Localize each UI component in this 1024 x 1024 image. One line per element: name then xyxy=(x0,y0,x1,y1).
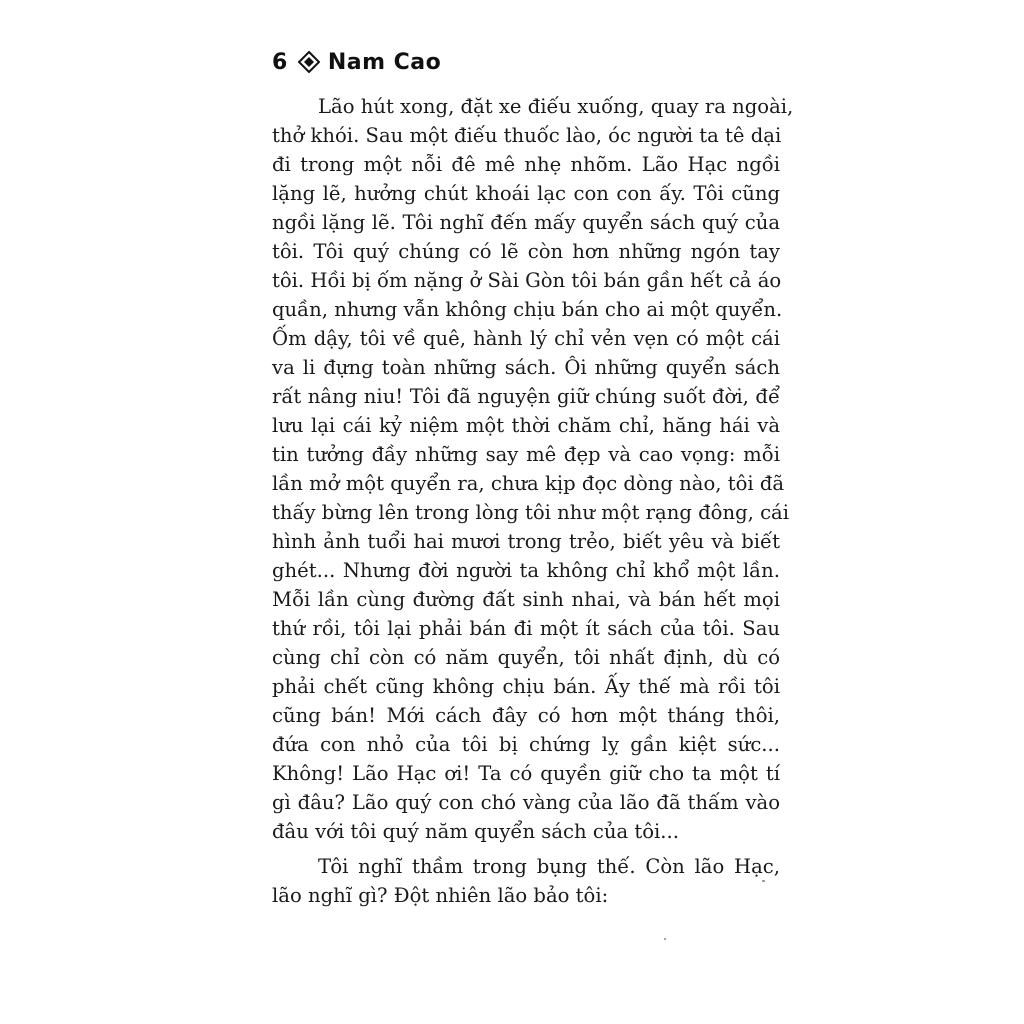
paragraph-1 xyxy=(272,92,794,846)
page-number: 6 xyxy=(272,49,288,75)
running-header xyxy=(272,44,441,80)
text-line: lần mở một quyển ra, chưa kịp đọc dòng nào, tôi đã xyxy=(272,472,785,495)
text-line: tin tưởng đầy những say mê đẹp và cao vọng: mỗi xyxy=(272,443,780,466)
scan-speck xyxy=(762,880,765,882)
text-line: Mỗi lần cùng đường đất sinh nhai, và bán hết mọi xyxy=(272,588,780,611)
text-line: lưu lại cái kỷ niệm một thời chăm chỉ, hăng hái và xyxy=(272,414,780,437)
text-line: đứa con nhỏ của tôi bị chứng lỵ gần kiệt sức... xyxy=(272,733,780,756)
text-line: hình ảnh tuổi hai mươi trong trẻo, biết yêu và biết xyxy=(272,530,780,553)
text-line: va li đựng toàn những sách. Ôi những quyển sách xyxy=(272,356,780,379)
text-line: lặng lẽ, hưởng chút khoái lạc con con ấy. Tôi cũng xyxy=(272,182,780,205)
text-line: tôi. Tôi quý chúng có lẽ còn hơn những ngón tay xyxy=(272,240,780,263)
text-line: rất nâng niu! Tôi đã nguyện giữ chúng suốt đời, để xyxy=(272,385,780,408)
text-line: gì đâu? Lão quý con chó vàng của lão đã thấm vào xyxy=(272,791,780,814)
paragraph-2 xyxy=(272,852,780,910)
text-line: tôi. Hồi bị ốm nặng ở Sài Gòn tôi bán gần hết cả áo xyxy=(272,269,782,292)
diamond-ornament-icon xyxy=(298,51,320,73)
text-line: phải chết cũng không chịu bán. Ấy thế mà rồi tôi xyxy=(272,675,780,698)
text-line: thứ rồi, tôi lại phải bán đi một ít sách của tôi. Sau xyxy=(272,617,780,640)
text-line: đâu với tôi quý năm quyển sách của tôi... xyxy=(272,820,679,843)
text-line: thấy bừng lên trong lòng tôi như một rạng đông, cái xyxy=(272,501,789,524)
text-line: đi trong một nỗi đê mê nhẹ nhõm. Lão Hạc ngồi xyxy=(272,153,780,176)
text-line: thở khói. Sau một điếu thuốc lào, óc người ta tê dại xyxy=(272,124,782,147)
text-line: lão nghĩ gì? Đột nhiên lão bảo tôi: xyxy=(272,884,609,907)
text-line: quần, nhưng vẫn không chịu bán cho ai một quyển. xyxy=(272,298,783,321)
text-line: cũng bán! Mới cách đây có hơn một tháng thôi, xyxy=(272,704,780,727)
body-text xyxy=(272,92,794,910)
author-name: Nam Cao xyxy=(327,49,442,75)
text-line: ghét... Nhưng đời người ta không chỉ khổ một lần. xyxy=(272,559,780,582)
text-line: Ốm dậy, tôi về quê, hành lý chỉ vẻn vẹn có một cái xyxy=(272,327,780,350)
text-line: Lão hút xong, đặt xe điếu xuống, quay ra ngoài, xyxy=(318,95,794,118)
text-line: Không! Lão Hạc ơi! Ta có quyền giữ cho ta một tí xyxy=(272,762,780,785)
text-line: cùng chỉ còn có năm quyển, tôi nhất định, dù có xyxy=(272,646,780,669)
scan-speck xyxy=(664,938,666,940)
text-line: ngồi lặng lẽ. Tôi nghĩ đến mấy quyển sách quý của xyxy=(272,211,780,234)
text-line: Tôi nghĩ thầm trong bụng thế. Còn lão Hạc, xyxy=(318,855,780,878)
